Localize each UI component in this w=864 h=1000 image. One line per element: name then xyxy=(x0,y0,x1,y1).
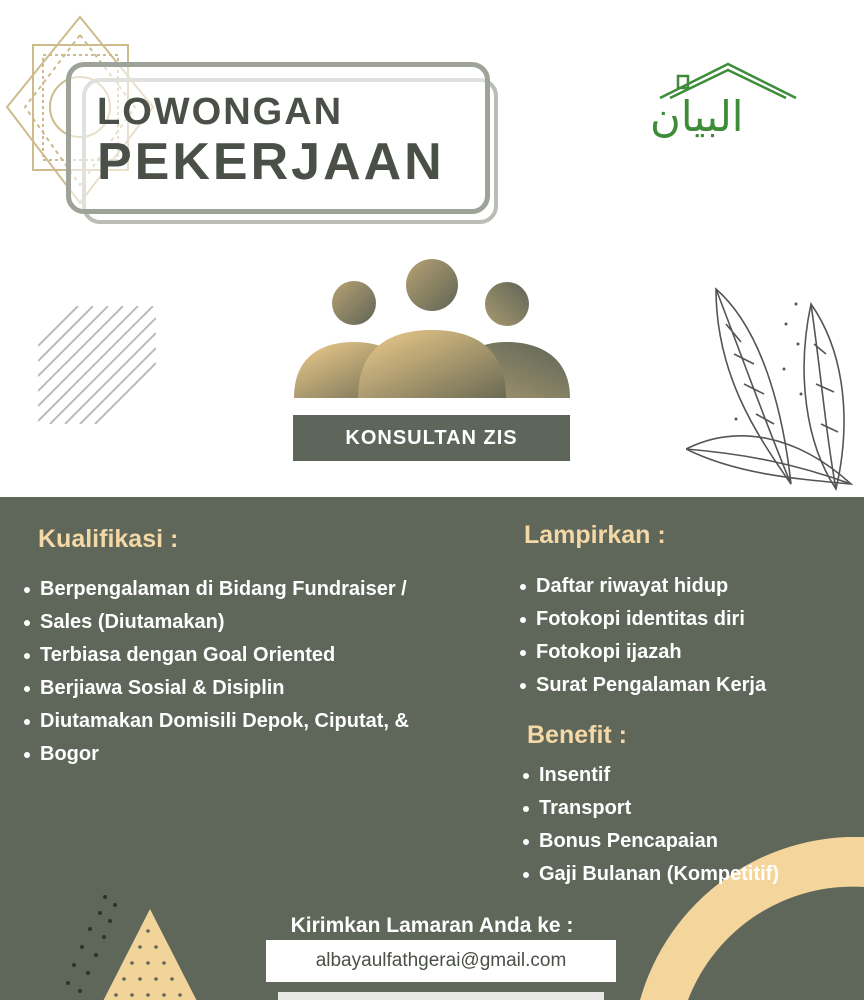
attachments-heading: Lampirkan : xyxy=(524,521,666,549)
list-item: Berjiawa Sosial & Disiplin xyxy=(22,672,492,705)
list-item: Bogor xyxy=(22,738,492,771)
list-item: Berpengalaman di Bidang Fundraiser / xyxy=(22,573,492,606)
people-group-icon xyxy=(292,258,572,408)
email-box[interactable] xyxy=(266,940,616,982)
brand-logo-text: البيان xyxy=(650,92,744,141)
list-item: Terbiasa dengan Goal Oriented xyxy=(22,639,492,672)
list-item: Fotokopi identitas diri xyxy=(518,603,848,636)
title-line-1: LOWONGAN xyxy=(97,91,344,133)
benefits-heading: Benefit : xyxy=(527,721,627,749)
list-item: Surat Pengalaman Kerja xyxy=(518,669,848,702)
list-item: Diutamakan Domisili Depok, Ciputat, & xyxy=(22,705,492,738)
qualifications-list xyxy=(22,573,492,771)
leaves-icon xyxy=(686,284,856,494)
role-badge xyxy=(293,415,570,461)
list-item: Gaji Bulanan (Kompetitif) xyxy=(521,858,851,891)
bottom-strip xyxy=(278,992,604,1000)
list-item: Insentif xyxy=(521,759,851,792)
list-item: Sales (Diutamakan) xyxy=(22,606,492,639)
list-item: Fotokopi ijazah xyxy=(518,636,848,669)
title-line-2: PEKERJAAN xyxy=(97,133,445,191)
apply-instruction: Kirimkan Lamaran Anda ke : xyxy=(290,914,574,937)
hatch-lines-icon xyxy=(38,306,156,424)
list-item: Daftar riwayat hidup xyxy=(518,570,848,603)
list-item: Transport xyxy=(521,792,851,825)
attachments-list xyxy=(518,570,848,702)
role-label: KONSULTAN ZIS xyxy=(345,426,518,449)
list-item: Bonus Pencapaian xyxy=(521,825,851,858)
qualifications-heading: Kualifikasi : xyxy=(38,525,179,553)
benefits-list xyxy=(521,759,851,891)
email-address[interactable]: albayaulfathgerai@gmail.com xyxy=(315,950,567,971)
triangle-decoration xyxy=(60,887,210,1000)
